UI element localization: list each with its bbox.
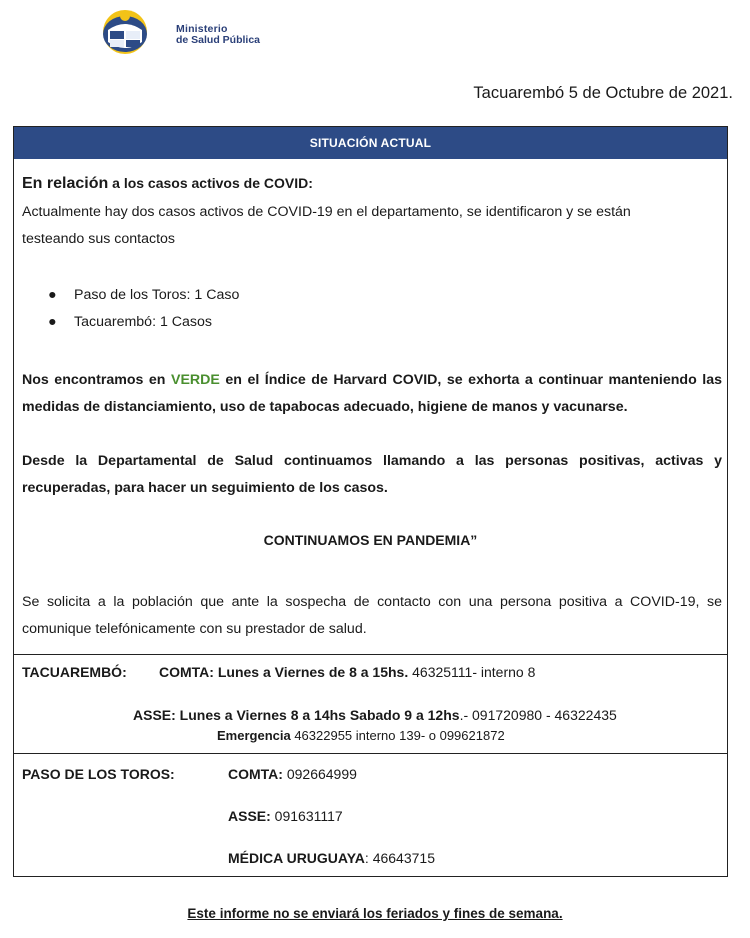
status-paragraph xyxy=(22,367,722,421)
list-item xyxy=(48,309,239,336)
emergency-phone: 46322955 interno 139- o 099621872 xyxy=(290,728,505,743)
ministry-name xyxy=(176,24,260,46)
intro-heading-big: En relación xyxy=(22,175,109,192)
tacuarembo-comta-phone: 46325111- interno 8 xyxy=(408,664,536,680)
ministry-name-line2: de Salud Pública xyxy=(176,34,261,46)
paso-comta xyxy=(228,766,357,782)
bullet-icon: ● xyxy=(48,287,57,303)
case-text: Tacuarembó: 1 Casos xyxy=(74,314,213,330)
tacuarembo-emergency xyxy=(217,728,505,743)
intro-heading-small: a los casos activos de COVID: xyxy=(108,175,313,191)
follow-up-paragraph: Desde la Departamental de Salud continuamos llamando a las personas positivas, activas y recuperadas, para hacer un seguimiento de los casos. xyxy=(22,453,722,496)
status-green: VERDE xyxy=(170,372,220,388)
pandemic-title: CONTINUAMOS EN PANDEMIA” xyxy=(263,532,478,548)
divider xyxy=(14,753,727,754)
bullet-icon: ● xyxy=(48,314,57,330)
cases-list xyxy=(48,282,239,336)
paso-label: PASO DE LOS TOROS: xyxy=(22,766,175,782)
paso-medica xyxy=(228,850,435,866)
tacuarembo-asse-phone: .- 091720980 - 46322435 xyxy=(459,707,617,723)
case-text: Paso de los Toros: 1 Caso xyxy=(74,287,240,303)
paso-comta-phone: 092664999 xyxy=(282,766,357,782)
status-pre: Nos encontramos en xyxy=(22,372,171,388)
status-post: en el Índice de Harvard COVID, se exhorta a continuar manteniendo las medidas de distanciamiento, uso de tapabocas adecuado, higiene de manos y vacunarse. xyxy=(22,372,722,415)
divider xyxy=(14,654,727,655)
list-item xyxy=(48,282,239,309)
intro-heading xyxy=(22,170,313,197)
intro-text-line2: testeando sus contactos xyxy=(22,231,176,247)
ministry-name-line1: Ministerio xyxy=(176,23,228,35)
intro-text-line1: Actualmente hay dos casos activos de COVID-19 en el departamento, se identificaron y se están xyxy=(22,204,631,220)
report-frame xyxy=(13,126,728,877)
tacuarembo-label: TACUAREMBÓ: xyxy=(22,664,127,680)
paso-comta-label: COMTA: xyxy=(228,766,283,782)
tacuarembo-asse xyxy=(133,707,617,723)
request-paragraph: Se solicita a la población que ante la sospecha de contacto con una persona positiva a COVID-19, se comunique telefónicamente con su prestador de salud. xyxy=(22,594,722,637)
paso-asse-label: ASSE: xyxy=(228,808,271,824)
tacuarembo-asse-hours: ASSE: Lunes a Viernes 8 a 14hs Sabado 9 a 12hs xyxy=(133,707,460,723)
paso-asse xyxy=(228,808,343,824)
paso-medica-label: MÉDICA URUGUAYA xyxy=(228,850,365,866)
paso-medica-phone: : 46643715 xyxy=(364,850,435,866)
ministry-logo xyxy=(100,8,150,56)
section-header: SITUACIÓN ACTUAL xyxy=(14,127,727,159)
tacuarembo-comta-hours: COMTA: Lunes a Viernes de 8 a 15hs. xyxy=(159,664,409,680)
emergency-label: Emergencia xyxy=(217,728,291,743)
paso-asse-phone: 091631117 xyxy=(270,808,343,824)
document-date: Tacuarembó 5 de Octubre de 2021. xyxy=(473,84,733,102)
tacuarembo-comta xyxy=(159,664,535,680)
footer-note: Este informe no se enviará los feriados y fines de semana. xyxy=(187,906,563,921)
